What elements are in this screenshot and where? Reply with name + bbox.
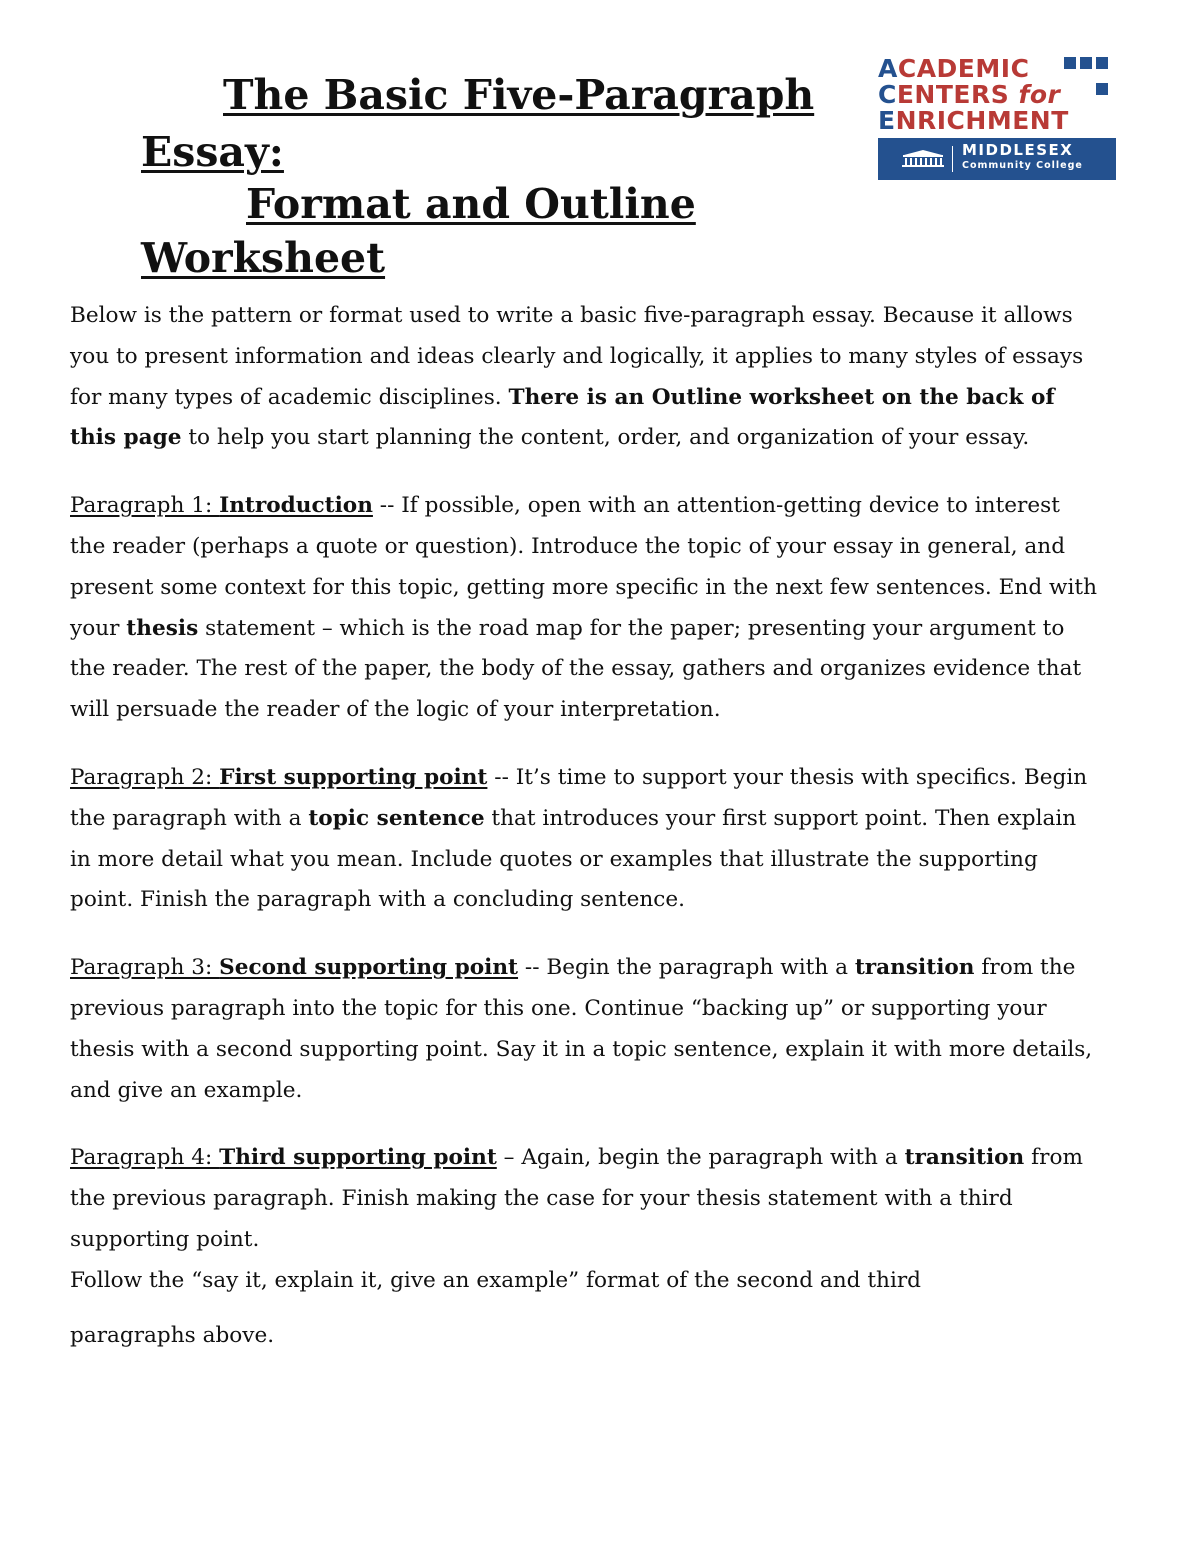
paragraph-label: Paragraph 2: bbox=[70, 764, 220, 790]
college-subtitle: Community College bbox=[962, 160, 1083, 171]
college-banner bbox=[878, 138, 1116, 180]
logo-square-icon bbox=[1096, 57, 1108, 69]
follow-format-note: Follow the “say it, explain it, give an example” format of the second and third bbox=[70, 1267, 921, 1293]
page-title-line-1: The Basic Five-Paragraph bbox=[223, 71, 815, 119]
building-icon bbox=[900, 150, 946, 168]
logo-square-icon bbox=[1080, 57, 1092, 69]
intro-paragraph: Below is the pattern or format used to write a basic five-paragraph essay. Because it allows you to present information and ideas clearly and logically, it applies to many styles of essays for many types of academic disciplines. There is an Outline worksheet on the back of this page to help you start planning the content, order, and organization of your essay. bbox=[70, 303, 1084, 451]
paragraph-label: Paragraph 1: bbox=[70, 493, 220, 519]
paragraph-4-description: Paragraph 4: Third supporting point – Again, begin the paragraph with a transition from the previous paragraph. Finish making the case for your thesis statement with a third supporting point. bbox=[70, 1145, 1083, 1252]
logo-line-enrichment: ENRICHMENT bbox=[878, 106, 1069, 135]
paragraph-heading: First supporting point bbox=[219, 764, 488, 790]
paragraph-heading: Introduction bbox=[219, 493, 373, 519]
paragraph-1-description: Paragraph 1: Introduction -- If possible, open with an attention-getting device to interest the reader (perhaps a quote or question). Introduce the topic of your essay in general, and present some context for this topic, getting more specific in the next few sentences. End with your thesis statement – which is the road map for the paper; presenting your argument to the reader. The rest of the paper, the body of the essay, gathers and organizes evidence that will persuade the reader of the logic of your interpretation. bbox=[70, 493, 1097, 723]
paragraph-label: Paragraph 3: bbox=[70, 955, 220, 981]
logo-square-icon bbox=[1064, 57, 1076, 69]
page-title-line-2: Essay: bbox=[141, 128, 284, 176]
paragraph-label: Paragraph 4: bbox=[70, 1145, 220, 1171]
paragraph-3-description: Paragraph 3: Second supporting point -- Begin the paragraph with a transition from the previous paragraph into the topic for this one. Continue “backing up” or supporting your thesis with a second supporting point. Say it in a topic sentence, explain it with more details, and give an example. bbox=[70, 955, 1093, 1103]
logo-square-icon bbox=[1096, 83, 1108, 95]
paragraph-2-description: Paragraph 2: First supporting point -- It’s time to support your thesis with specifics. Begin the paragraph with a topic sentence that introduces your first support point. Then explain in more detail what you mean. Include quotes or examples that illustrate the supporting point. Finish the paragraph with a concluding sentence. bbox=[70, 764, 1088, 913]
page-title-line-3: Format and Outline bbox=[246, 180, 696, 228]
logo-line-academic: ACADEMIC bbox=[878, 54, 1030, 83]
paragraph-heading: Third supporting point bbox=[219, 1145, 497, 1171]
paragraph-heading: Second supporting point bbox=[219, 955, 519, 981]
college-name: MIDDLESEX bbox=[962, 141, 1074, 159]
logo-line-centers: CENTERS for bbox=[878, 80, 1061, 109]
banner-divider bbox=[952, 146, 953, 172]
academic-centers-logo bbox=[878, 50, 1118, 180]
follow-format-note-end: paragraphs above. bbox=[70, 1322, 275, 1348]
document-body bbox=[70, 296, 1100, 1356]
page-title-line-4: Worksheet bbox=[141, 234, 386, 282]
